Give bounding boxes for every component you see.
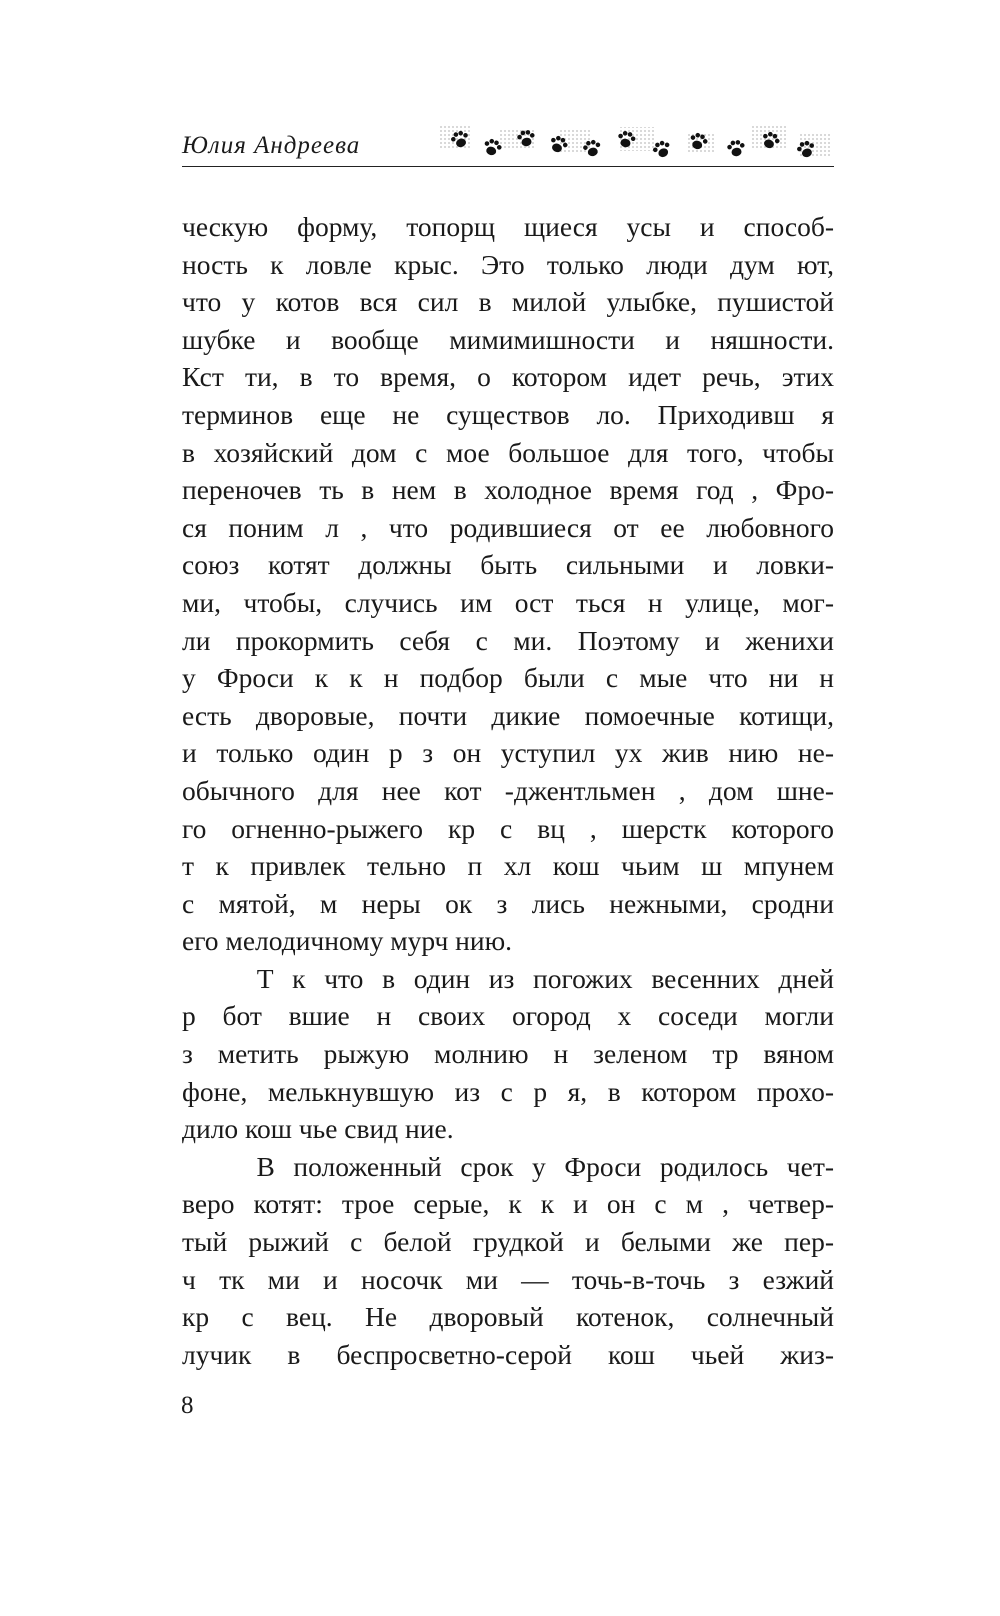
running-header (182, 118, 834, 170)
text-line: шубке и вообще мимимишности и няшности. (182, 323, 834, 355)
text-line: го огненно-рыжего кр с вц , шерстк которого (182, 812, 834, 844)
running-head-author: Юлия Андреева (182, 132, 361, 159)
text-line: есть дворовые, почти дикие помоечные котищи, (182, 699, 834, 731)
paragraph-end-line: дило кош чье свид ние. (182, 1113, 454, 1145)
text-line: терминов еще не существов ло. Приходивш я (182, 398, 834, 430)
body-text (182, 208, 834, 1373)
page-number: 8 (181, 1392, 194, 1419)
text-line: у Фроси к к н подбор были с мые что ни н (182, 662, 834, 694)
text-line: что у котов вся сил в милой улыбке, пушистой (182, 286, 834, 318)
text-line: кр с вец. Не дворовый котенок, солнечный (182, 1301, 834, 1333)
paw-prints-ornament-icon (440, 118, 832, 170)
text-line: з метить рыжую молнию н зеленом тр вяном (182, 1038, 834, 1070)
text-line: фоне, мелькнувшую из с р я, в котором прохо- (182, 1075, 834, 1107)
text-line: Кст ти, в то время, о котором идет речь, этих (182, 361, 834, 393)
header-rule (182, 166, 834, 167)
text-line: и только один р з он уступил ух жив нию не- (182, 737, 834, 769)
paragraph-first-line: Т к что в один из погожих весенних дней (182, 962, 834, 994)
text-line: р бот вшие н своих огород х соседи могли (182, 1000, 834, 1032)
text-line: лучик в беспросветно-серой кош чьей жиз- (182, 1338, 834, 1370)
text-line: ми, чтобы, случись им ост ться н улице, мог- (182, 586, 834, 618)
text-line: т к привлек тельно п хл кош чьим ш мпунем (182, 850, 834, 882)
text-line: переночев ть в нем в холодное время год , Фро- (182, 474, 834, 506)
text-line: союз котят должны быть сильными и ловки- (182, 549, 834, 581)
text-line: ность к ловле крыс. Это только люди дум ют, (182, 248, 834, 280)
paragraph-end-line: его мелодичному мурч нию. (182, 925, 512, 957)
text-line: с мятой, м неры ок з лись нежными, сродни (182, 887, 834, 919)
paragraph-first-line: В положенный срок у Фроси родилось чет- (182, 1150, 834, 1182)
text-line: ч тк ми и носочк ми — точь-в-точь з езжий (182, 1263, 834, 1295)
text-line: ческую форму, топорщ щиеся усы и способ- (182, 211, 834, 242)
text-line: ся поним л , что родившиеся от ее любовного (182, 511, 834, 543)
text-line: веро котят: трое серые, к к и он с м , четвер- (182, 1188, 834, 1220)
text-line: в хозяйский дом с мое большое для того, чтобы (182, 436, 834, 468)
text-line: обычного для нее кот -джентльмен , дом шне- (182, 774, 834, 806)
text-line: ли прокормить себя с ми. Поэтому и женихи (182, 624, 834, 656)
text-line: тый рыжий с белой грудкой и белыми же пер- (182, 1226, 834, 1258)
